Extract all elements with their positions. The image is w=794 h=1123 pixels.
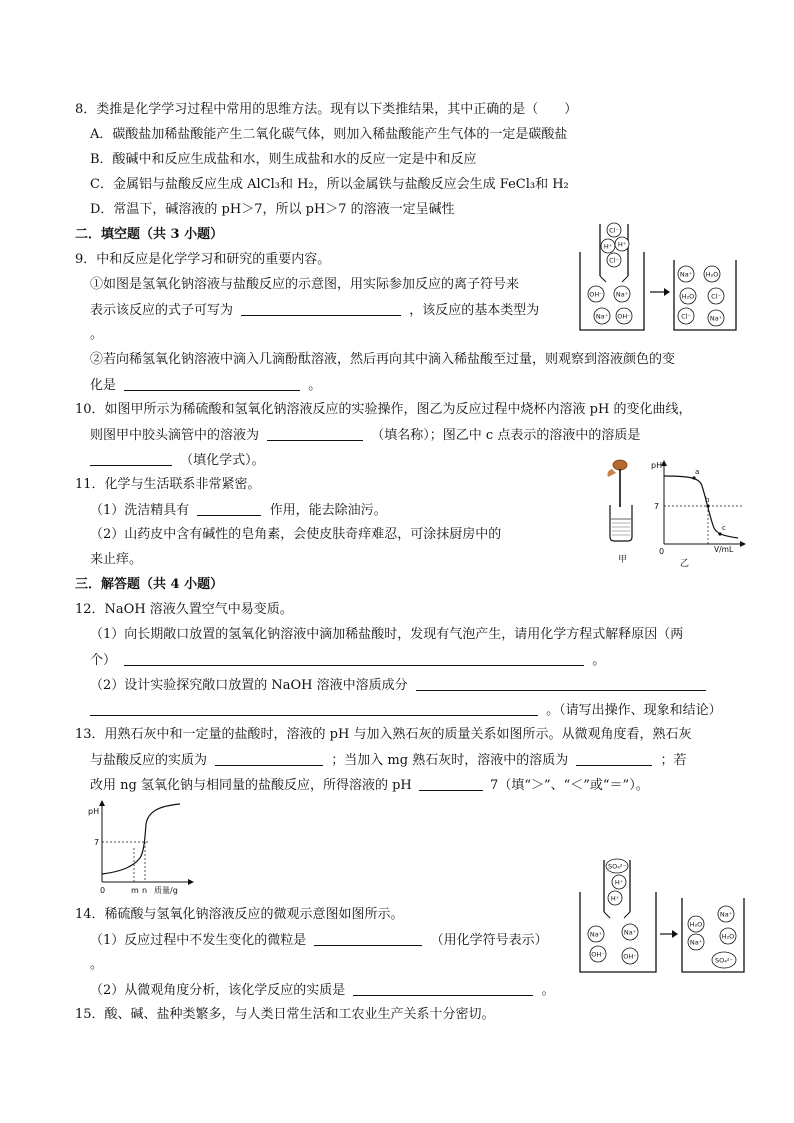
q13-line3: [90, 776, 649, 795]
ion-label: Cl⁻: [711, 292, 721, 301]
q8-stem: 8．类推是化学学习过程中常用的思维方法。现有以下类推结果，其中正确的是（ ）: [75, 102, 578, 117]
q14-funnel-ions: [606, 859, 628, 905]
section-fill-in-heading: 二．填空题（共 3 小题）: [75, 227, 224, 242]
q13-text-c: ；若: [660, 753, 687, 768]
q9-right-beaker-ions: [678, 266, 724, 326]
ion-label: H₂O: [721, 932, 735, 941]
q9-answer-blank-color-change[interactable]: [124, 376, 300, 391]
q8-option-d: D．常温下，碱溶液的 pH＞7，所以 pH＞7 的溶液一定呈碱性: [90, 202, 455, 217]
q10-answer-blank-solute[interactable]: [90, 451, 172, 466]
q11-stem: 11．化学与生活联系非常紧密。: [75, 477, 261, 492]
q14-sub1: [90, 931, 548, 950]
q9-part2-line2: [90, 376, 321, 395]
q11-sub2: （2）山药皮中含有碱性的皂角素，会使皮肤奇痒难忍，可涂抹厨房中的: [90, 527, 502, 542]
q12-sub1-line2: [90, 651, 605, 670]
q9-funnel-ions: [601, 223, 629, 267]
q10-figure-label-yi: 乙: [680, 559, 690, 569]
q14-sub2: [90, 981, 555, 1000]
q12-answer-blank-experiment-2[interactable]: [90, 701, 538, 716]
q9-stem: 9．中和反应是化学学习和研究的重要内容。: [75, 252, 331, 267]
ion-label: H⁺: [603, 242, 613, 251]
ion-label: Na⁺: [589, 930, 603, 939]
q12-sub1-end: 。: [592, 653, 606, 668]
q14-answer-blank-unchanged-particles[interactable]: [314, 931, 422, 946]
q11-answer-blank-detergent[interactable]: [197, 501, 261, 516]
q11-sub1-text-b: 作用，能去除油污。: [269, 503, 387, 518]
ion-label: OH⁻: [623, 952, 637, 961]
q9-part1-line1: ①如图是氢氧化钠溶液与盐酸反应的示意图，用实际参加反应的离子符号来: [90, 277, 520, 292]
q13-x-axis-label: 质量/g: [154, 886, 178, 895]
q9-part1-text-b: ，该反应的基本类型为: [409, 303, 540, 318]
ion-label: Cl⁻: [609, 256, 619, 265]
q14-sub1-text-b: （用化学符号表示）: [430, 933, 548, 948]
q13-line2: [90, 751, 687, 770]
q14-sub2-text-a: （2）从微观角度分析，该化学反应的实质是: [90, 983, 346, 998]
q10-ph-curve-chart: [650, 458, 750, 568]
q13-n-label: n: [142, 886, 148, 895]
q9-part1-line3: 。: [90, 327, 104, 342]
q13-text-e: 7（填“＞”、“＜”或“＝”）。: [490, 778, 649, 793]
ion-label: Na⁺: [595, 312, 609, 321]
q14-sub2-text-b: 。: [541, 983, 555, 998]
q12-sub1-line1: （1）向长期敞口放置的氢氧化钠溶液中滴加稀盐酸时，发现有气泡产生，请用化学方程式解释原因（两: [90, 627, 684, 642]
q10-line1: 10．如图甲所示为稀硫酸和氢氧化钠溶液反应的实验操作，图乙为反应过程中烧杯内溶液 pH 的变化曲线，: [75, 402, 692, 417]
q14-sub1-end: 。: [90, 957, 104, 972]
q12-sub2-end: 。（请写出操作、现象和结论）: [546, 703, 722, 718]
q11-sub2-end: 来止痒。: [90, 552, 143, 567]
q9-answer-blank-ionic-equation[interactable]: [241, 301, 401, 316]
q9-reaction-diagram: [578, 220, 738, 332]
q8-option-a: A．碳酸盐加稀盐酸能产生二氧化碳气体，则加入稀盐酸能产生气体的一定是碳酸盐: [90, 127, 568, 142]
q11-sub1-text-a: （1）洗洁精具有: [90, 503, 190, 518]
ion-label: Na⁺: [679, 270, 693, 279]
q13-y-axis-label: pH: [88, 807, 100, 816]
q9-part2-text-a: 化是: [90, 378, 117, 393]
q13-m-label: m: [131, 886, 139, 895]
ion-label: SO₄²⁻: [608, 862, 626, 871]
q9-part1-text-a: 表示该反应的式子可写为: [90, 303, 234, 318]
q10-answer-blank-dropper-solution[interactable]: [267, 426, 363, 441]
q10-figure-label-jia: 甲: [618, 555, 628, 565]
q10-apparatus-figure: [598, 455, 648, 565]
ion-label: OH⁻: [617, 312, 631, 321]
q10-text-a: 则图甲中胶头滴管中的溶液为: [90, 428, 260, 443]
ion-label: OH⁻: [589, 290, 603, 299]
q13-text-a: 与盐酸反应的实质为: [90, 753, 208, 768]
section-answer-heading: 三．解答题（共 4 小题）: [75, 577, 224, 592]
q13-answer-blank-ph[interactable]: [419, 776, 483, 791]
q10-origin-label: 0: [659, 547, 665, 556]
ion-label: Na⁺: [615, 290, 629, 299]
q13-ph-curve-chart: [88, 798, 198, 898]
q10-point-c: c: [722, 524, 726, 532]
ion-label: H⁺: [614, 878, 624, 887]
q10-x-axis-label: V/mL: [714, 545, 734, 554]
ion-label: H⁺: [610, 894, 620, 903]
q14-right-beaker-ions: [688, 906, 736, 968]
ion-label: Na⁺: [709, 314, 723, 323]
q14-reaction-diagram: [578, 852, 748, 974]
ion-label: Cl⁻: [609, 226, 619, 235]
q9-part1-line2: [90, 301, 539, 320]
q12-sub2-text: （2）设计实验探究敞口放置的 NaOH 溶液中溶质成分: [90, 678, 408, 693]
q10-tick-7: 7: [654, 502, 660, 511]
q12-sub2-line1: [90, 676, 706, 695]
ion-label: H⁺: [617, 240, 627, 249]
q10-y-axis-label: pH: [651, 461, 663, 470]
q12-answer-blank-equations[interactable]: [124, 651, 584, 666]
q8-option-b: B．酸碱中和反应生成盐和水，则生成盐和水的反应一定是中和反应: [90, 152, 477, 167]
q13-origin-label: 0: [100, 886, 106, 895]
q10-text-c: （填化学式）。: [180, 453, 265, 468]
q13-answer-blank-solute[interactable]: [576, 751, 652, 766]
q13-text-b: ；当加入 mg 熟石灰时，溶液中的溶质为: [331, 753, 569, 768]
q9-left-beaker-ions: [588, 286, 632, 324]
q11-sub1: [90, 501, 387, 520]
q9-part2-text-b: 。: [308, 378, 322, 393]
q10-line2: [90, 426, 640, 445]
q12-answer-blank-experiment-1[interactable]: [416, 676, 706, 691]
ion-label: SO₄²⁻: [715, 956, 733, 965]
ion-label: OH⁻: [591, 950, 605, 959]
q15-stem: 15．酸、碱、盐种类繁多，与人类日常生活和工农业生产关系十分密切。: [75, 1007, 495, 1022]
q12-sub1-text: 个）: [90, 653, 117, 668]
q13-tick-7: 7: [94, 838, 100, 847]
ion-label: H₂O: [705, 270, 719, 279]
ion-label: H₂O: [689, 920, 703, 929]
q14-answer-blank-essence[interactable]: [353, 981, 533, 996]
q14-sub1-text-a: （1）反应过程中不发生变化的微粒是: [90, 933, 307, 948]
q10-point-b: b: [705, 496, 710, 504]
ion-label: H₂O: [681, 292, 695, 301]
q8-option-c: C．金属铝与盐酸反应生成 AlCl₃和 H₂，所以金属铁与盐酸反应会生成 FeCl₃和 H₂: [90, 177, 569, 192]
q13-text-d: 改用 ng 氢氧化钠与相同量的盐酸反应，所得溶液的 pH: [90, 778, 412, 793]
q12-sub2-line2: [90, 701, 722, 720]
q10-line3: [90, 451, 265, 470]
q12-stem: 12．NaOH 溶液久置空气中易变质。: [75, 602, 293, 617]
q13-answer-blank-essence[interactable]: [215, 751, 323, 766]
q13-line1: 13．用熟石灰中和一定量的盐酸时，溶液的 pH 与加入熟石灰的质量关系如图所示。从微观角度看，熟石灰: [75, 727, 692, 742]
ion-label: Na⁺: [623, 928, 637, 937]
q10-text-b: （填名称）；图乙中 c 点表示的溶液中的溶质是: [371, 428, 641, 443]
ion-label: Na⁺: [689, 938, 703, 947]
ion-label: Cl⁻: [681, 312, 691, 321]
q14-stem: 14．稀硫酸与氢氧化钠溶液反应的微观示意图如图所示。: [75, 907, 404, 922]
q10-point-a: a: [695, 468, 700, 476]
arrow-icon: [660, 930, 678, 938]
arrow-icon: [650, 288, 670, 296]
q14-left-beaker-ions: [588, 924, 638, 964]
q9-part2-line1: ②若向稀氢氧化钠溶液中滴入几滴酚酞溶液，然后再向其中滴入稀盐酸至过量，则观察到溶液颜色的变: [90, 352, 676, 367]
ion-label: Na⁺: [719, 910, 733, 919]
